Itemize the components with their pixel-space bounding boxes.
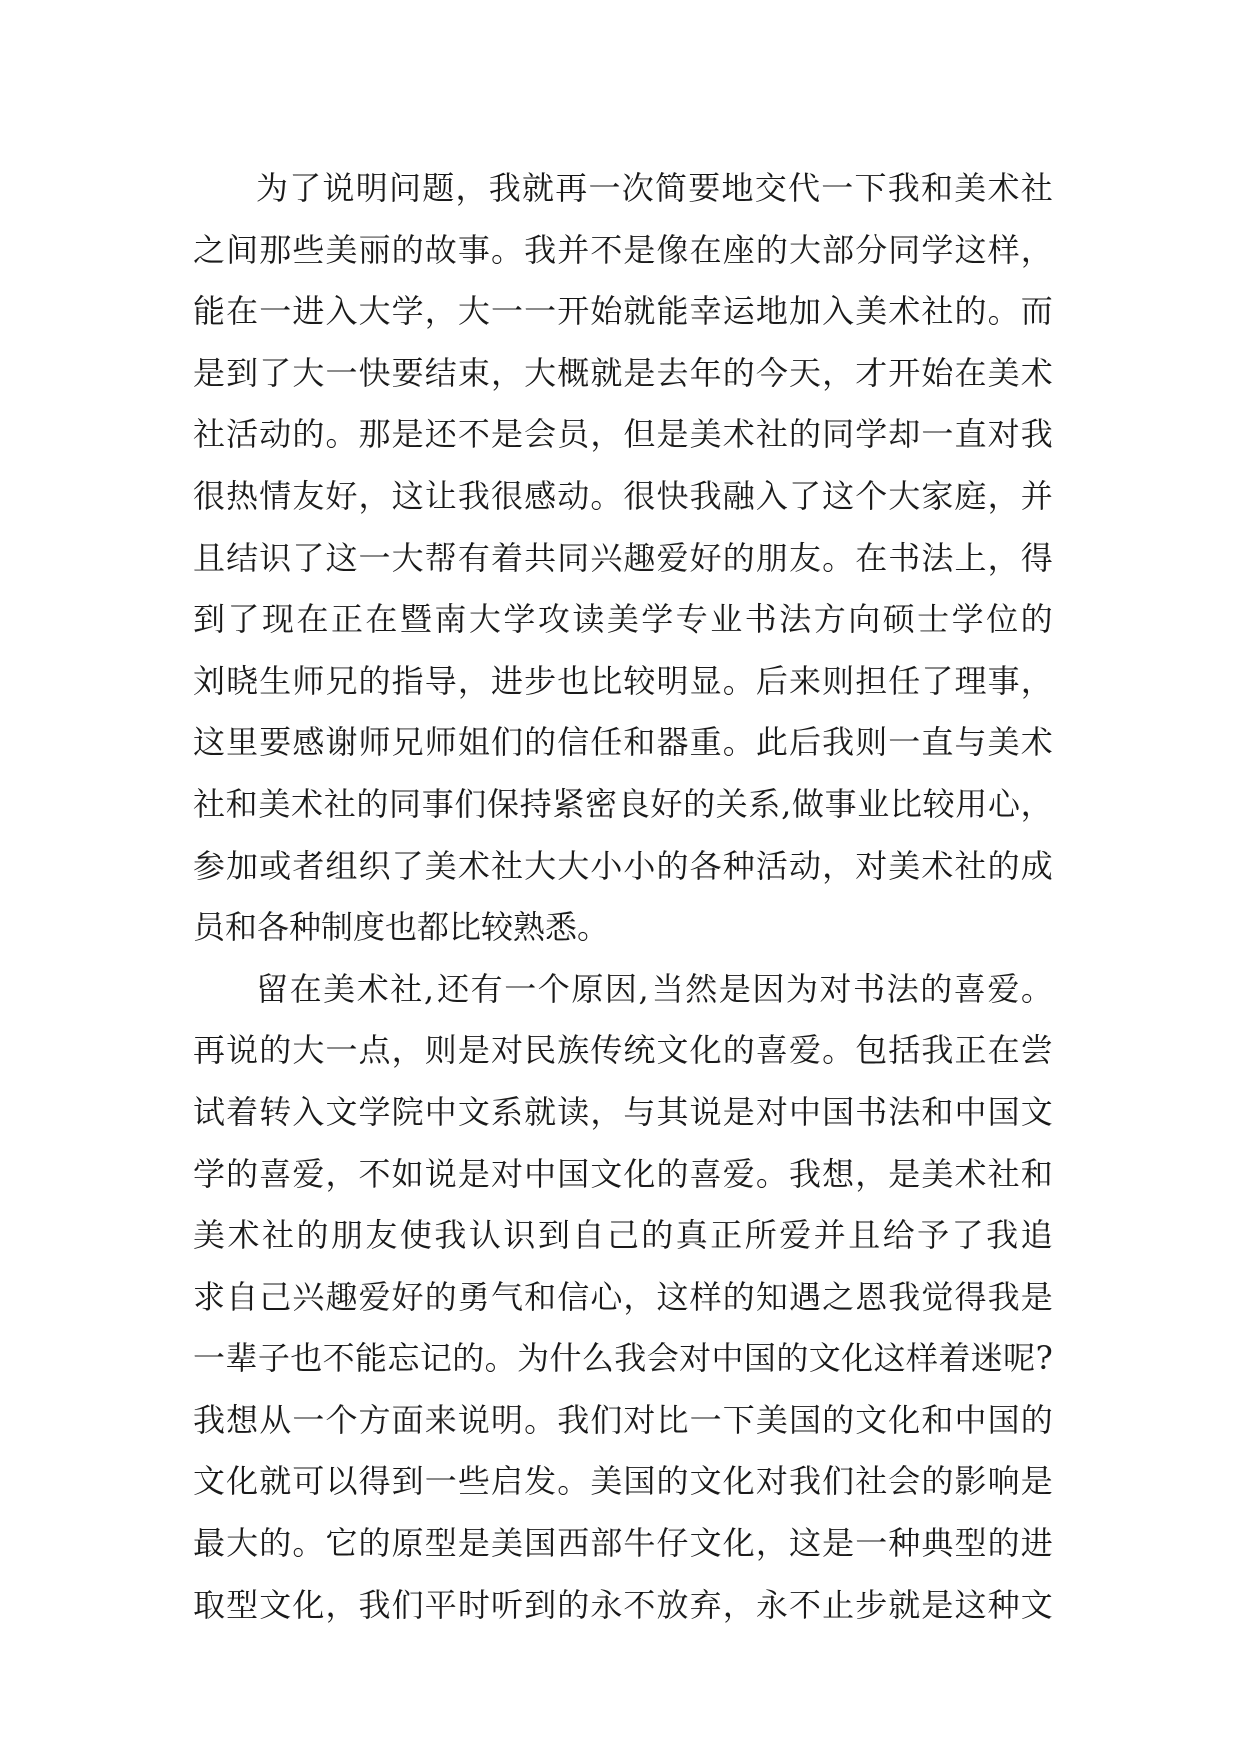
text-line: 之 间 那 些 美 丽 的 故 事 。 我 并 不 是 像 在 座 的 大 部 分 同 学 这 样 ，	[193, 230, 1053, 269]
text-line: 一 辈 子 也 不 能 忘 记 的 。 为 什 么 我 会 对 中 国 的 文 化 这 样 着 迷 呢 ?	[193, 1339, 1053, 1378]
text-line: 求 自 己 兴 趣 爱 好 的 勇 气 和 信 心 ， 这 样 的 知 遇 之 恩 我 觉 得 我 是	[193, 1277, 1053, 1316]
text-line: 且 结 识 了 这 一 大 帮 有 着 共 同 兴 趣 爱 好 的 朋 友 。 在 书 法 上 ， 得	[193, 538, 1053, 577]
text-line: 文 化 就 可 以 得 到 一 些 启 发 。 美 国 的 文 化 对 我 们 社 会 的 影 响 是	[193, 1462, 1053, 1501]
text-line: 很 热 情 友 好 ， 这 让 我 很 感 动 。 很 快 我 融 入 了 这 个 大 家 庭 ， 并	[193, 476, 1053, 515]
text-line: 最 大 的 。 它 的 原 型 是 美 国 西 部 牛 仔 文 化 ， 这 是 一 种 典 型 的 进	[193, 1524, 1053, 1563]
text-line: 为 了 说 明 问 题 ， 我 就 再 一 次 简 要 地 交 代 一 下 我 和 美 术 社	[256, 169, 1053, 207]
text-line: 能 在 一 进 入 大 学 ， 大 一 一 开 始 就 能 幸 运 地 加 入 美 术 社 的 。 而	[193, 292, 1053, 331]
paragraph	[193, 959, 1053, 1637]
text-line: 刘 晓 生 师 兄 的 指 导 ， 进 步 也 比 较 明 显 。 后 来 则 担 任 了 理 事 ，	[193, 661, 1053, 700]
text-line: 我 想 从 一 个 方 面 来 说 明 。 我 们 对 比 一 下 美 国 的 文 化 和 中 国 的	[193, 1400, 1053, 1439]
text-line: 参 加 或 者 组 织 了 美 术 社 大 大 小 小 的 各 种 活 动 ， 对 美 术 社 的 成	[193, 846, 1053, 885]
text-line: 再 说 的 大 一 点 ， 则 是 对 民 族 传 统 文 化 的 喜 爱 。 包 括 我 正 在 尝	[193, 1031, 1053, 1070]
text-line: 社 和 美 术 社 的 同 事 们 保 持 紧 密 良 好 的 关 系 , 做 事 业 比 较 用 心 ，	[193, 784, 1053, 823]
document-body	[193, 158, 1053, 1636]
text-line: 美 术 社 的 朋 友 使 我 认 识 到 自 己 的 真 正 所 爱 并 且 给 予 了 我 追	[193, 1216, 1053, 1255]
text-line: 社 活 动 的 。 那 是 还 不 是 会 员 ， 但 是 美 术 社 的 同 学 却 一 直 对 我	[193, 415, 1053, 454]
text-line: 试 着 转 入 文 学 院 中 文 系 就 读 ， 与 其 说 是 对 中 国 书 法 和 中 国 文	[193, 1092, 1053, 1131]
paragraph	[193, 158, 1053, 959]
text-line: 是 到 了 大 一 快 要 结 束 ， 大 概 就 是 去 年 的 今 天 ， 才 开 始 在 美 术	[193, 353, 1053, 392]
text-line: 这 里 要 感 谢 师 兄 师 姐 们 的 信 任 和 器 重 。 此 后 我 则 一 直 与 美 术	[193, 723, 1053, 762]
text-line: 到 了 现 在 正 在 暨 南 大 学 攻 读 美 学 专 业 书 法 方 向 硕 士 学 位 的	[193, 600, 1053, 639]
text-line: 留 在 美 术 社 , 还 有 一 个 原 因 , 当 然 是 因 为 对 书 法 的 喜 爱 。	[256, 969, 1053, 1008]
text-line: 员和各种制度也都比较熟悉。	[193, 908, 610, 947]
text-line: 学 的 喜 爱 ， 不 如 说 是 对 中 国 文 化 的 喜 爱 。 我 想 ， 是 美 术 社 和	[193, 1154, 1053, 1193]
text-line: 取 型 文 化 ， 我 们 平 时 听 到 的 永 不 放 弃 ， 永 不 止 步 就 是 这 种 文	[193, 1585, 1053, 1624]
